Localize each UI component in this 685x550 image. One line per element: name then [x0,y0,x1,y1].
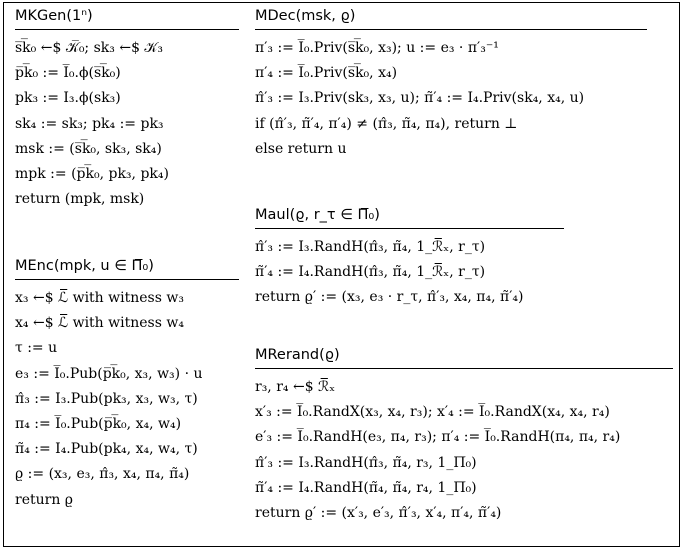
algorithm-menc [15,256,239,513]
code-line: x′₃ := I̅₀.RandX(x₃, x₄, r₃); x′₄ := I̅₀.RandX(x₄, x₄, r₄) [255,404,610,421]
code-line: return (mpk, msk) [15,191,145,208]
algorithm-title: MEnc(mpk, u ∈ Π̅₀) [15,258,154,274]
code-line: return ϱ [15,491,74,508]
algorithm-title: MDec(msk, ϱ) [255,8,356,24]
code-line: π′₄ := I̅₀.Priv(s̅k̅₀, x₄) [255,65,398,82]
code-line: x₃ ←$ ℒ̅ with witness w₃ [15,290,184,306]
code-line: s̅k̅₀ ←$ 𝒦̅₀; sk₃ ←$ 𝒦₃ [15,40,164,56]
code-line: π̂′₃ := I₃.RandH(π̂₃, π̃₄, r₃, 1_Π̅₀) [255,454,477,471]
code-line: π̃′₄ := I₄.RandH(π̃₄, π̃₄, r₄, 1_Π̅₀) [255,479,477,496]
algorithm-maul [255,205,673,311]
code-line: ϱ := (x₃, e₃, π̂₃, x₄, π₄, π̃₄) [15,466,190,483]
code-line: π̂′₃ := I₃.Priv(sk₃, x₃, u); π̃′₄ := I₄.Priv(sk₄, x₄, u) [255,90,585,107]
code-line: π̃′₄ := I₄.RandH(π̂₃, π̃₄, 1_ℛ̅ₓ, r_τ) [255,264,486,281]
code-line: r₃, r₄ ←$ ℛ̅ₓ [255,379,336,395]
code-line: e′₃ := I̅₀.RandH(e₃, π₄, r₃); π′₄ := I̅₀.RandH(π₄, π₄, r₄) [255,429,621,446]
algorithm-mdec [255,6,673,162]
code-line: return ϱ′ := (x′₃, e′₃, π̂′₃, x′₄, π′₄, π̃′₄) [255,505,502,522]
code-line: τ := u [15,340,58,357]
code-line: else return u [255,140,347,157]
title-rule [255,29,647,30]
code-line: pk₃ := I₃.ϕ(sk₃) [15,90,121,107]
title-rule [255,228,564,229]
code-line: π̂₃ := I₃.Pub(pk₃, x₃, w₃, τ) [15,390,198,407]
code-line: π′₃ := I̅₀.Priv(s̅k̅₀, x₃); u := e₃ · π′₃⁻¹ [255,40,499,56]
code-line: return ϱ′ := (x₃, e₃ · r_τ, π̂′₃, x₄, π₄, π̃′₄) [255,289,524,306]
code-line: p̅k̅₀ := I̅₀.ϕ(s̅k̅₀) [15,65,121,82]
code-line: π₄ := I̅₀.Pub(p̅k̅₀, x₄, w₄) [15,416,182,433]
title-rule [15,29,239,30]
algorithm-mrerand [255,345,673,526]
code-line: mpk := (p̅k̅₀, pk₃, pk₄) [15,166,169,183]
code-line: if (π̂′₃, π̃′₄, π′₄) ≠ (π̂₃, π̃₄, π₄), return ⊥ [255,115,518,132]
code-line: π̃₄ := I₄.Pub(pk₄, x₄, w₄, τ) [15,441,198,458]
code-line: x₄ ←$ ℒ̅ with witness w₄ [15,315,184,332]
algorithm-mkgen [15,6,239,212]
title-rule [15,279,239,280]
algorithm-title: Maul(ϱ, r_τ ∈ Π̅₀) [255,207,380,223]
code-line: msk := (s̅k̅₀, sk₃, sk₄) [15,140,162,157]
code-line: π̂′₃ := I₃.RandH(π̂₃, π̃₄, 1_ℛ̅ₓ, r_τ) [255,239,486,255]
title-rule [255,368,673,369]
algorithm-title: MRerand(ϱ) [255,347,340,363]
algorithm-figure [3,2,680,547]
code-line: sk₄ := sk₃; pk₄ := pk₃ [15,115,164,132]
code-line: e₃ := I̅₀.Pub(p̅k̅₀, x₃, w₃) · u [15,365,203,382]
algorithm-title: MKGen(1ⁿ) [15,8,93,24]
